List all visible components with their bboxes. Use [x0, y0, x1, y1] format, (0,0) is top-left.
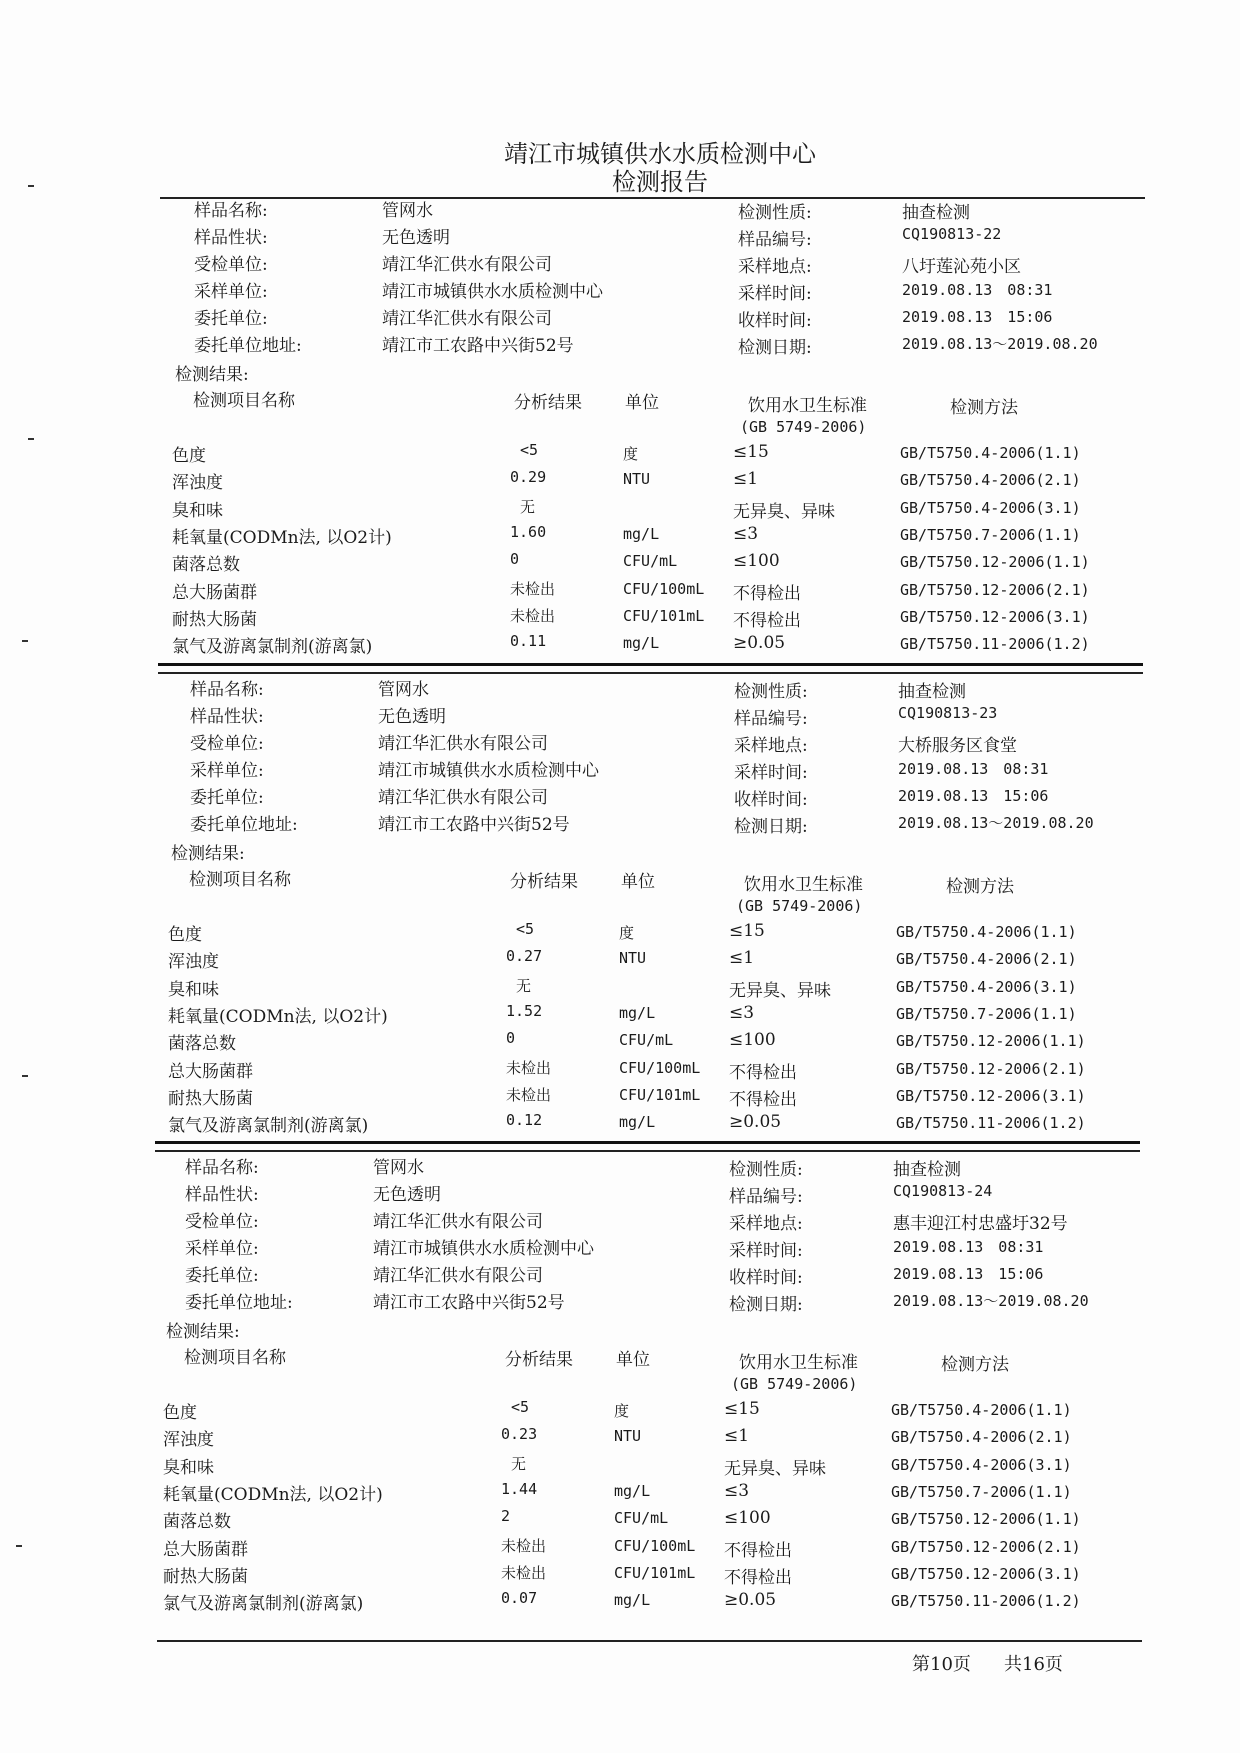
cell-result: 0: [506, 1029, 516, 1048]
cell-item: 总大肠菌群: [163, 1539, 248, 1560]
sampling-unit-label: 采样单位:: [194, 282, 268, 302]
sample-name-value: 管网水: [373, 1158, 424, 1178]
cell-standard: ≤15: [724, 1399, 760, 1419]
cell-standard: 不得检出: [729, 1062, 797, 1083]
cell-standard: ≤1: [733, 469, 759, 490]
sampling-unit-value: 靖江市城镇供水水质检测中心: [382, 282, 603, 302]
cell-method: GB/T5750.12-2006(1.1): [896, 1032, 1086, 1051]
sample-no-value: CQ190813-24: [893, 1182, 993, 1200]
receive-time-value: 2019.08.13 15:06: [898, 787, 1049, 805]
col-standard-subheader: (GB 5749-2006): [731, 1375, 858, 1393]
sampling-time-label: 采样时间:: [729, 1241, 803, 1261]
cell-item: 耐热大肠菌: [163, 1566, 248, 1587]
cell-unit: CFU/100mL: [623, 579, 705, 598]
divider-1: [158, 663, 1143, 666]
cell-item: 臭和味: [172, 500, 223, 521]
cell-item: 氯气及游离氯制剂(游离氯): [172, 637, 373, 658]
inspected-unit-value: 靖江华汇供水有限公司: [382, 255, 552, 275]
sampling-unit-value: 靖江市城镇供水水质检测中心: [378, 761, 599, 781]
client-address-value: 靖江市工农路中兴街52号: [373, 1293, 565, 1313]
receive-time-value: 2019.08.13 15:06: [893, 1265, 1044, 1283]
cell-item: 总大肠菌群: [172, 582, 257, 603]
divider-bottom: [157, 1640, 1142, 1642]
client-unit-label: 委托单位:: [190, 788, 264, 808]
cell-result: <5: [511, 1398, 530, 1416]
cell-unit: 度: [614, 1402, 630, 1420]
client-unit-label: 委托单位:: [185, 1266, 259, 1286]
col-item-header: 检测项目名称: [193, 391, 295, 411]
cell-method: GB/T5750.4-2006(2.1): [900, 471, 1081, 490]
cell-standard: 无异臭、异味: [729, 980, 831, 1001]
scan-mark: [16, 1545, 22, 1547]
cell-standard: ≤100: [729, 1030, 776, 1051]
col-unit-header: 单位: [616, 1350, 650, 1370]
sample-name-value: 管网水: [382, 201, 433, 221]
test-date-value: 2019.08.13～2019.08.20: [898, 814, 1094, 832]
sample-state-value: 无色透明: [382, 228, 450, 248]
cell-item: 耗氧量(CODMn法, 以O2计): [168, 1006, 388, 1027]
results-heading: 检测结果:: [175, 365, 249, 385]
cell-method: GB/T5750.11-2006(1.2): [896, 1114, 1086, 1133]
cell-method: GB/T5750.4-2006(1.1): [896, 923, 1077, 941]
sampling-unit-label: 采样单位:: [190, 761, 264, 781]
sampling-site-label: 采样地点:: [729, 1214, 803, 1234]
cell-method: GB/T5750.12-2006(3.1): [896, 1086, 1086, 1105]
inspected-unit-label: 受检单位:: [194, 255, 268, 275]
cell-item: 臭和味: [163, 1457, 214, 1478]
cell-result: 1.60: [510, 522, 547, 541]
cell-unit: 度: [623, 445, 639, 463]
cell-unit: mg/L: [614, 1591, 651, 1610]
sampling-site-label: 采样地点:: [738, 257, 812, 277]
cell-standard: ≤15: [729, 921, 765, 941]
sample-section: [0, 667, 1240, 1137]
cell-unit: mg/L: [623, 634, 660, 653]
scan-mark: [22, 1075, 28, 1077]
col-method-header: 检测方法: [941, 1355, 1009, 1375]
inspected-unit-label: 受检单位:: [185, 1212, 259, 1232]
cell-result: <5: [520, 441, 539, 459]
cell-result: 2: [501, 1507, 511, 1526]
cell-item: 色度: [168, 925, 202, 945]
cell-method: GB/T5750.11-2006(1.2): [900, 635, 1090, 654]
cell-standard: 不得检出: [724, 1567, 792, 1588]
cell-result: 未检出: [506, 1085, 552, 1104]
cell-standard: ≤3: [729, 1002, 755, 1023]
cell-unit: CFU/100mL: [619, 1058, 701, 1077]
sample-no-label: 样品编号:: [734, 709, 808, 729]
col-unit-header: 单位: [621, 872, 655, 892]
test-nature-label: 检测性质:: [734, 682, 808, 702]
cell-method: GB/T5750.12-2006(2.1): [891, 1537, 1081, 1556]
cell-unit: CFU/mL: [619, 1031, 674, 1050]
cell-result: 1.52: [506, 1001, 543, 1020]
sample-state-label: 样品性状:: [185, 1185, 259, 1205]
cell-item: 耗氧量(CODMn法, 以O2计): [163, 1484, 383, 1505]
col-standard-header: 饮用水卫生标准: [748, 396, 867, 416]
results-heading: 检测结果:: [171, 844, 245, 864]
cell-unit: CFU/101mL: [623, 606, 705, 625]
cell-result: 0.07: [501, 1589, 538, 1608]
sampling-unit-label: 采样单位:: [185, 1239, 259, 1259]
sampling-time-label: 采样时间:: [734, 763, 808, 783]
sample-no-value: CQ190813-22: [902, 225, 1002, 243]
cell-method: GB/T5750.4-2006(2.1): [891, 1428, 1072, 1447]
cell-unit: 度: [619, 924, 635, 942]
cell-method: GB/T5750.12-2006(3.1): [891, 1564, 1081, 1583]
cell-item: 氯气及游离氯制剂(游离氯): [168, 1116, 369, 1137]
sample-section: [0, 1145, 1240, 1615]
cell-result: 无: [516, 976, 532, 995]
test-date-label: 检测日期:: [738, 338, 812, 358]
receive-time-value: 2019.08.13 15:06: [902, 308, 1053, 326]
cell-unit: NTU: [623, 470, 651, 489]
test-nature-label: 检测性质:: [729, 1160, 803, 1180]
test-nature-label: 检测性质:: [738, 203, 812, 223]
cell-unit: CFU/101mL: [614, 1563, 696, 1582]
sample-no-label: 样品编号:: [738, 230, 812, 250]
cell-unit: mg/L: [614, 1481, 651, 1500]
col-item-header: 检测项目名称: [184, 1348, 286, 1368]
cell-result: 0.11: [510, 632, 547, 651]
client-unit-value: 靖江华汇供水有限公司: [378, 788, 548, 808]
cell-standard: 无异臭、异味: [733, 501, 835, 522]
test-nature-value: 抽查检测: [898, 682, 966, 702]
client-unit-label: 委托单位:: [194, 309, 268, 329]
sample-name-label: 样品名称:: [190, 680, 264, 700]
cell-method: GB/T5750.4-2006(3.1): [891, 1455, 1072, 1474]
sampling-site-label: 采样地点:: [734, 736, 808, 756]
sampling-unit-value: 靖江市城镇供水水质检测中心: [373, 1239, 594, 1259]
col-result-header: 分析结果: [505, 1350, 573, 1370]
col-standard-subheader: (GB 5749-2006): [740, 418, 867, 436]
sample-name-value: 管网水: [378, 680, 429, 700]
col-result-header: 分析结果: [514, 393, 582, 413]
client-unit-value: 靖江华汇供水有限公司: [373, 1266, 543, 1286]
cell-item: 色度: [172, 446, 206, 466]
col-standard-subheader: (GB 5749-2006): [736, 897, 863, 915]
cell-result: 0.12: [506, 1111, 543, 1130]
cell-unit: CFU/100mL: [614, 1536, 696, 1555]
cell-standard: 不得检出: [729, 1089, 797, 1110]
cell-method: GB/T5750.4-2006(3.1): [896, 977, 1077, 996]
cell-result: 0.27: [506, 947, 543, 966]
cell-item: 色度: [163, 1403, 197, 1423]
cell-item: 菌落总数: [172, 555, 240, 576]
scan-mark: [28, 438, 34, 440]
cell-unit: CFU/mL: [614, 1509, 669, 1528]
sampling-time-label: 采样时间:: [738, 284, 812, 304]
cell-unit: mg/L: [619, 1113, 656, 1132]
cell-item: 臭和味: [168, 979, 219, 1000]
cell-standard: ≤15: [733, 442, 769, 462]
col-result-header: 分析结果: [510, 872, 578, 892]
cell-item: 耗氧量(CODMn法, 以O2计): [172, 527, 392, 548]
client-address-label: 委托单位地址:: [190, 815, 298, 835]
cell-standard: ≤1: [724, 1426, 750, 1447]
cell-item: 浑浊度: [168, 952, 219, 973]
cell-result: 无: [511, 1454, 527, 1473]
cell-standard: ≥0.05: [724, 1590, 777, 1611]
cell-item: 总大肠菌群: [168, 1061, 253, 1082]
sample-name-label: 样品名称:: [185, 1158, 259, 1178]
cell-unit: mg/L: [623, 524, 660, 543]
cell-item: 浑浊度: [172, 473, 223, 494]
cell-standard: ≥0.05: [729, 1112, 782, 1133]
client-address-value: 靖江市工农路中兴街52号: [378, 815, 570, 835]
cell-unit: CFU/mL: [623, 552, 678, 571]
scan-mark: [22, 640, 28, 642]
cell-method: GB/T5750.12-2006(2.1): [896, 1059, 1086, 1078]
cell-standard: 无异臭、异味: [724, 1458, 826, 1479]
test-date-value: 2019.08.13～2019.08.20: [902, 335, 1098, 353]
client-address-label: 委托单位地址:: [185, 1293, 293, 1313]
cell-method: GB/T5750.4-2006(3.1): [900, 498, 1081, 517]
cell-standard: 不得检出: [724, 1540, 792, 1561]
col-standard-header: 饮用水卫生标准: [739, 1353, 858, 1373]
cell-unit: mg/L: [619, 1003, 656, 1022]
cell-unit: CFU/101mL: [619, 1085, 701, 1104]
receive-time-label: 收样时间:: [729, 1268, 803, 1288]
cell-standard: ≤3: [724, 1480, 750, 1501]
cell-result: 1.44: [501, 1479, 538, 1498]
client-address-value: 靖江市工农路中兴街52号: [382, 336, 574, 356]
cell-item: 菌落总数: [163, 1512, 231, 1533]
cell-standard: ≤1: [729, 948, 755, 969]
sample-no-label: 样品编号:: [729, 1187, 803, 1207]
cell-method: GB/T5750.12-2006(1.1): [900, 553, 1090, 572]
sample-state-value: 无色透明: [378, 707, 446, 727]
col-unit-header: 单位: [625, 393, 659, 413]
test-date-label: 检测日期:: [734, 817, 808, 837]
test-nature-value: 抽查检测: [893, 1160, 961, 1180]
report-org-title: 靖江市城镇供水水质检测中心: [504, 140, 816, 168]
col-item-header: 检测项目名称: [189, 870, 291, 890]
inspected-unit-value: 靖江华汇供水有限公司: [378, 734, 548, 754]
client-unit-value: 靖江华汇供水有限公司: [382, 309, 552, 329]
test-nature-value: 抽查检测: [902, 203, 970, 223]
sampling-site-value: 八圩莲沁苑小区: [902, 257, 1021, 277]
cell-item: 耐热大肠菌: [172, 609, 257, 630]
cell-result: 0.29: [510, 468, 547, 487]
col-method-header: 检测方法: [946, 877, 1014, 897]
cell-standard: ≤100: [724, 1508, 771, 1529]
sampling-time-value: 2019.08.13 08:31: [893, 1238, 1044, 1256]
cell-standard: 不得检出: [733, 610, 801, 631]
cell-method: GB/T5750.11-2006(1.2): [891, 1592, 1081, 1611]
cell-result: 0.23: [501, 1425, 538, 1444]
cell-result: 无: [520, 497, 536, 516]
sampling-site-value: 惠丰迎江村忠盛圩32号: [893, 1214, 1068, 1234]
test-date-value: 2019.08.13～2019.08.20: [893, 1292, 1089, 1310]
cell-method: GB/T5750.7-2006(1.1): [900, 525, 1081, 544]
col-standard-header: 饮用水卫生标准: [744, 875, 863, 895]
cell-item: 氯气及游离氯制剂(游离氯): [163, 1594, 364, 1615]
sampling-site-value: 大桥服务区食堂: [898, 736, 1017, 756]
cell-method: GB/T5750.12-2006(1.1): [891, 1510, 1081, 1529]
cell-method: GB/T5750.12-2006(3.1): [900, 607, 1090, 626]
cell-item: 浑浊度: [163, 1430, 214, 1451]
cell-method: GB/T5750.4-2006(1.1): [891, 1401, 1072, 1419]
cell-method: GB/T5750.7-2006(1.1): [891, 1482, 1072, 1501]
cell-standard: ≤3: [733, 523, 759, 544]
cell-item: 菌落总数: [168, 1034, 236, 1055]
cell-method: GB/T5750.4-2006(2.1): [896, 950, 1077, 969]
cell-result: 未检出: [501, 1536, 547, 1555]
receive-time-label: 收样时间:: [734, 790, 808, 810]
cell-standard: ≤100: [733, 551, 780, 572]
client-address-label: 委托单位地址:: [194, 336, 302, 356]
cell-method: GB/T5750.12-2006(2.1): [900, 580, 1090, 599]
inspected-unit-value: 靖江华汇供水有限公司: [373, 1212, 543, 1232]
cell-result: 未检出: [501, 1563, 547, 1582]
test-date-label: 检测日期:: [729, 1295, 803, 1315]
sampling-time-value: 2019.08.13 08:31: [902, 281, 1053, 299]
sampling-time-value: 2019.08.13 08:31: [898, 760, 1049, 778]
cell-result: <5: [516, 920, 535, 938]
cell-result: 未检出: [510, 579, 556, 598]
sample-no-value: CQ190813-23: [898, 704, 998, 722]
sample-state-label: 样品性状:: [194, 228, 268, 248]
receive-time-label: 收样时间:: [738, 311, 812, 331]
inspected-unit-label: 受检单位:: [190, 734, 264, 754]
sample-state-value: 无色透明: [373, 1185, 441, 1205]
cell-unit: NTU: [619, 949, 647, 968]
divider-2: [155, 1141, 1140, 1144]
cell-method: GB/T5750.4-2006(1.1): [900, 444, 1081, 462]
page-total: 共16页: [1004, 1654, 1063, 1675]
cell-method: GB/T5750.7-2006(1.1): [896, 1004, 1077, 1023]
cell-result: 0: [510, 550, 520, 569]
col-method-header: 检测方法: [950, 398, 1018, 418]
cell-standard: 不得检出: [733, 583, 801, 604]
cell-result: 未检出: [510, 606, 556, 625]
sample-state-label: 样品性状:: [190, 707, 264, 727]
results-heading: 检测结果:: [166, 1322, 240, 1342]
cell-unit: NTU: [614, 1427, 642, 1446]
cell-result: 未检出: [506, 1058, 552, 1077]
page-number: 第10页: [912, 1654, 971, 1675]
report-title: 检测报告: [612, 168, 708, 196]
scan-mark: [28, 185, 34, 187]
cell-item: 耐热大肠菌: [168, 1088, 253, 1109]
cell-standard: ≥0.05: [733, 633, 786, 654]
sample-name-label: 样品名称:: [194, 201, 268, 221]
sample-section: [0, 188, 1240, 658]
